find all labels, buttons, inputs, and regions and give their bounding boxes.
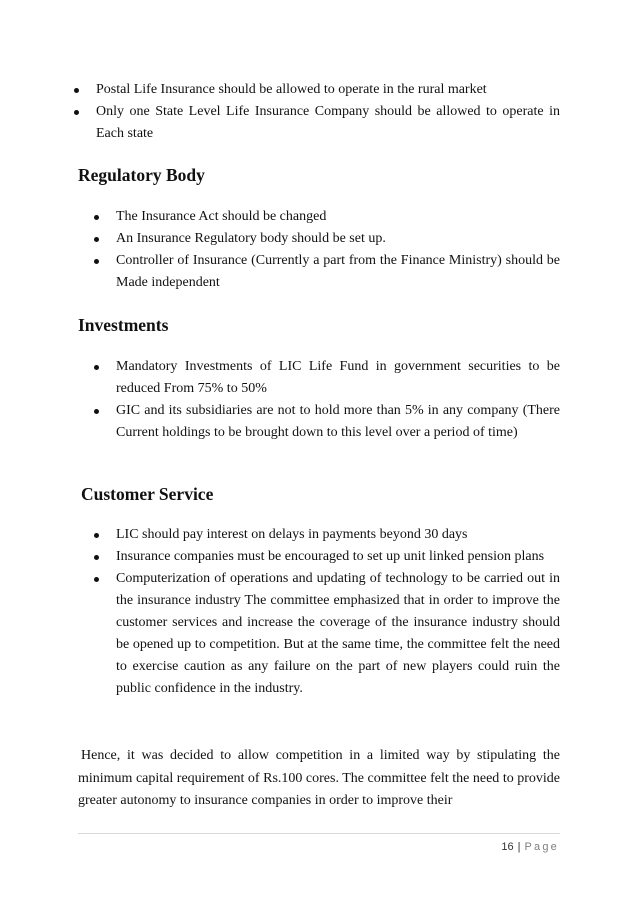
regulatory-bullet-list — [116, 206, 560, 294]
list-item: The Insurance Act should be changed — [116, 206, 560, 228]
heading-customer-service: Customer Service — [81, 484, 214, 504]
bullet-icon — [94, 237, 99, 242]
list-item: Postal Life Insurance should be allowed to operate in the rural market — [96, 79, 560, 101]
bullet-icon — [94, 555, 99, 560]
closing-paragraph: Hence, it was decided to allow competition in a limited way by stipulating the minimum capital requirement of Rs.100 cores. The committee felt the need to provide greater autonomy to insurance companies in order to improve their — [78, 748, 560, 808]
page-label: Page — [524, 841, 559, 853]
bullet-icon — [94, 577, 99, 582]
list-item: GIC and its subsidiaries are not to hold more than 5% in any company (There Current holdings to be brought down to this level over a period of time) — [116, 400, 560, 444]
page-footer — [501, 840, 559, 854]
list-item: LIC should pay interest on delays in payments beyond 30 days — [116, 524, 560, 546]
list-item: Only one State Level Life Insurance Company should be allowed to operate in Each state — [96, 101, 560, 145]
investments-bullet-list — [116, 356, 560, 444]
footer-separator: | — [517, 841, 521, 853]
heading-regulatory-body: Regulatory Body — [78, 165, 205, 185]
customer-service-bullet-list — [116, 524, 560, 700]
bullet-icon — [74, 110, 79, 115]
list-item: Insurance companies must be encouraged to set up unit linked pension plans — [116, 546, 560, 568]
page-number: 16 — [501, 841, 514, 853]
footer-divider — [78, 833, 560, 834]
list-item: Mandatory Investments of LIC Life Fund in government securities to be reduced From 75% to 50% — [116, 356, 560, 400]
bullet-icon — [94, 409, 99, 414]
bullet-icon — [94, 365, 99, 370]
list-item: An Insurance Regulatory body should be set up. — [116, 228, 560, 250]
bullet-icon — [94, 215, 99, 220]
list-item: Computerization of operations and updating of technology to be carried out in the insurance industry The committee emphasized that in order to improve the customer services and increase the coverage of the insurance industry should be opened up to competition. But at the same time, the committee felt the need to exercise caution as any failure on the part of new players could ruin the public confidence in the industry. — [116, 568, 560, 700]
heading-investments: Investments — [78, 315, 169, 335]
bullet-icon — [94, 533, 99, 538]
bullet-icon — [74, 88, 79, 93]
list-item: Controller of Insurance (Currently a part from the Finance Ministry) should be Made independent — [116, 250, 560, 294]
top-bullet-list — [96, 79, 560, 145]
bullet-icon — [94, 259, 99, 264]
